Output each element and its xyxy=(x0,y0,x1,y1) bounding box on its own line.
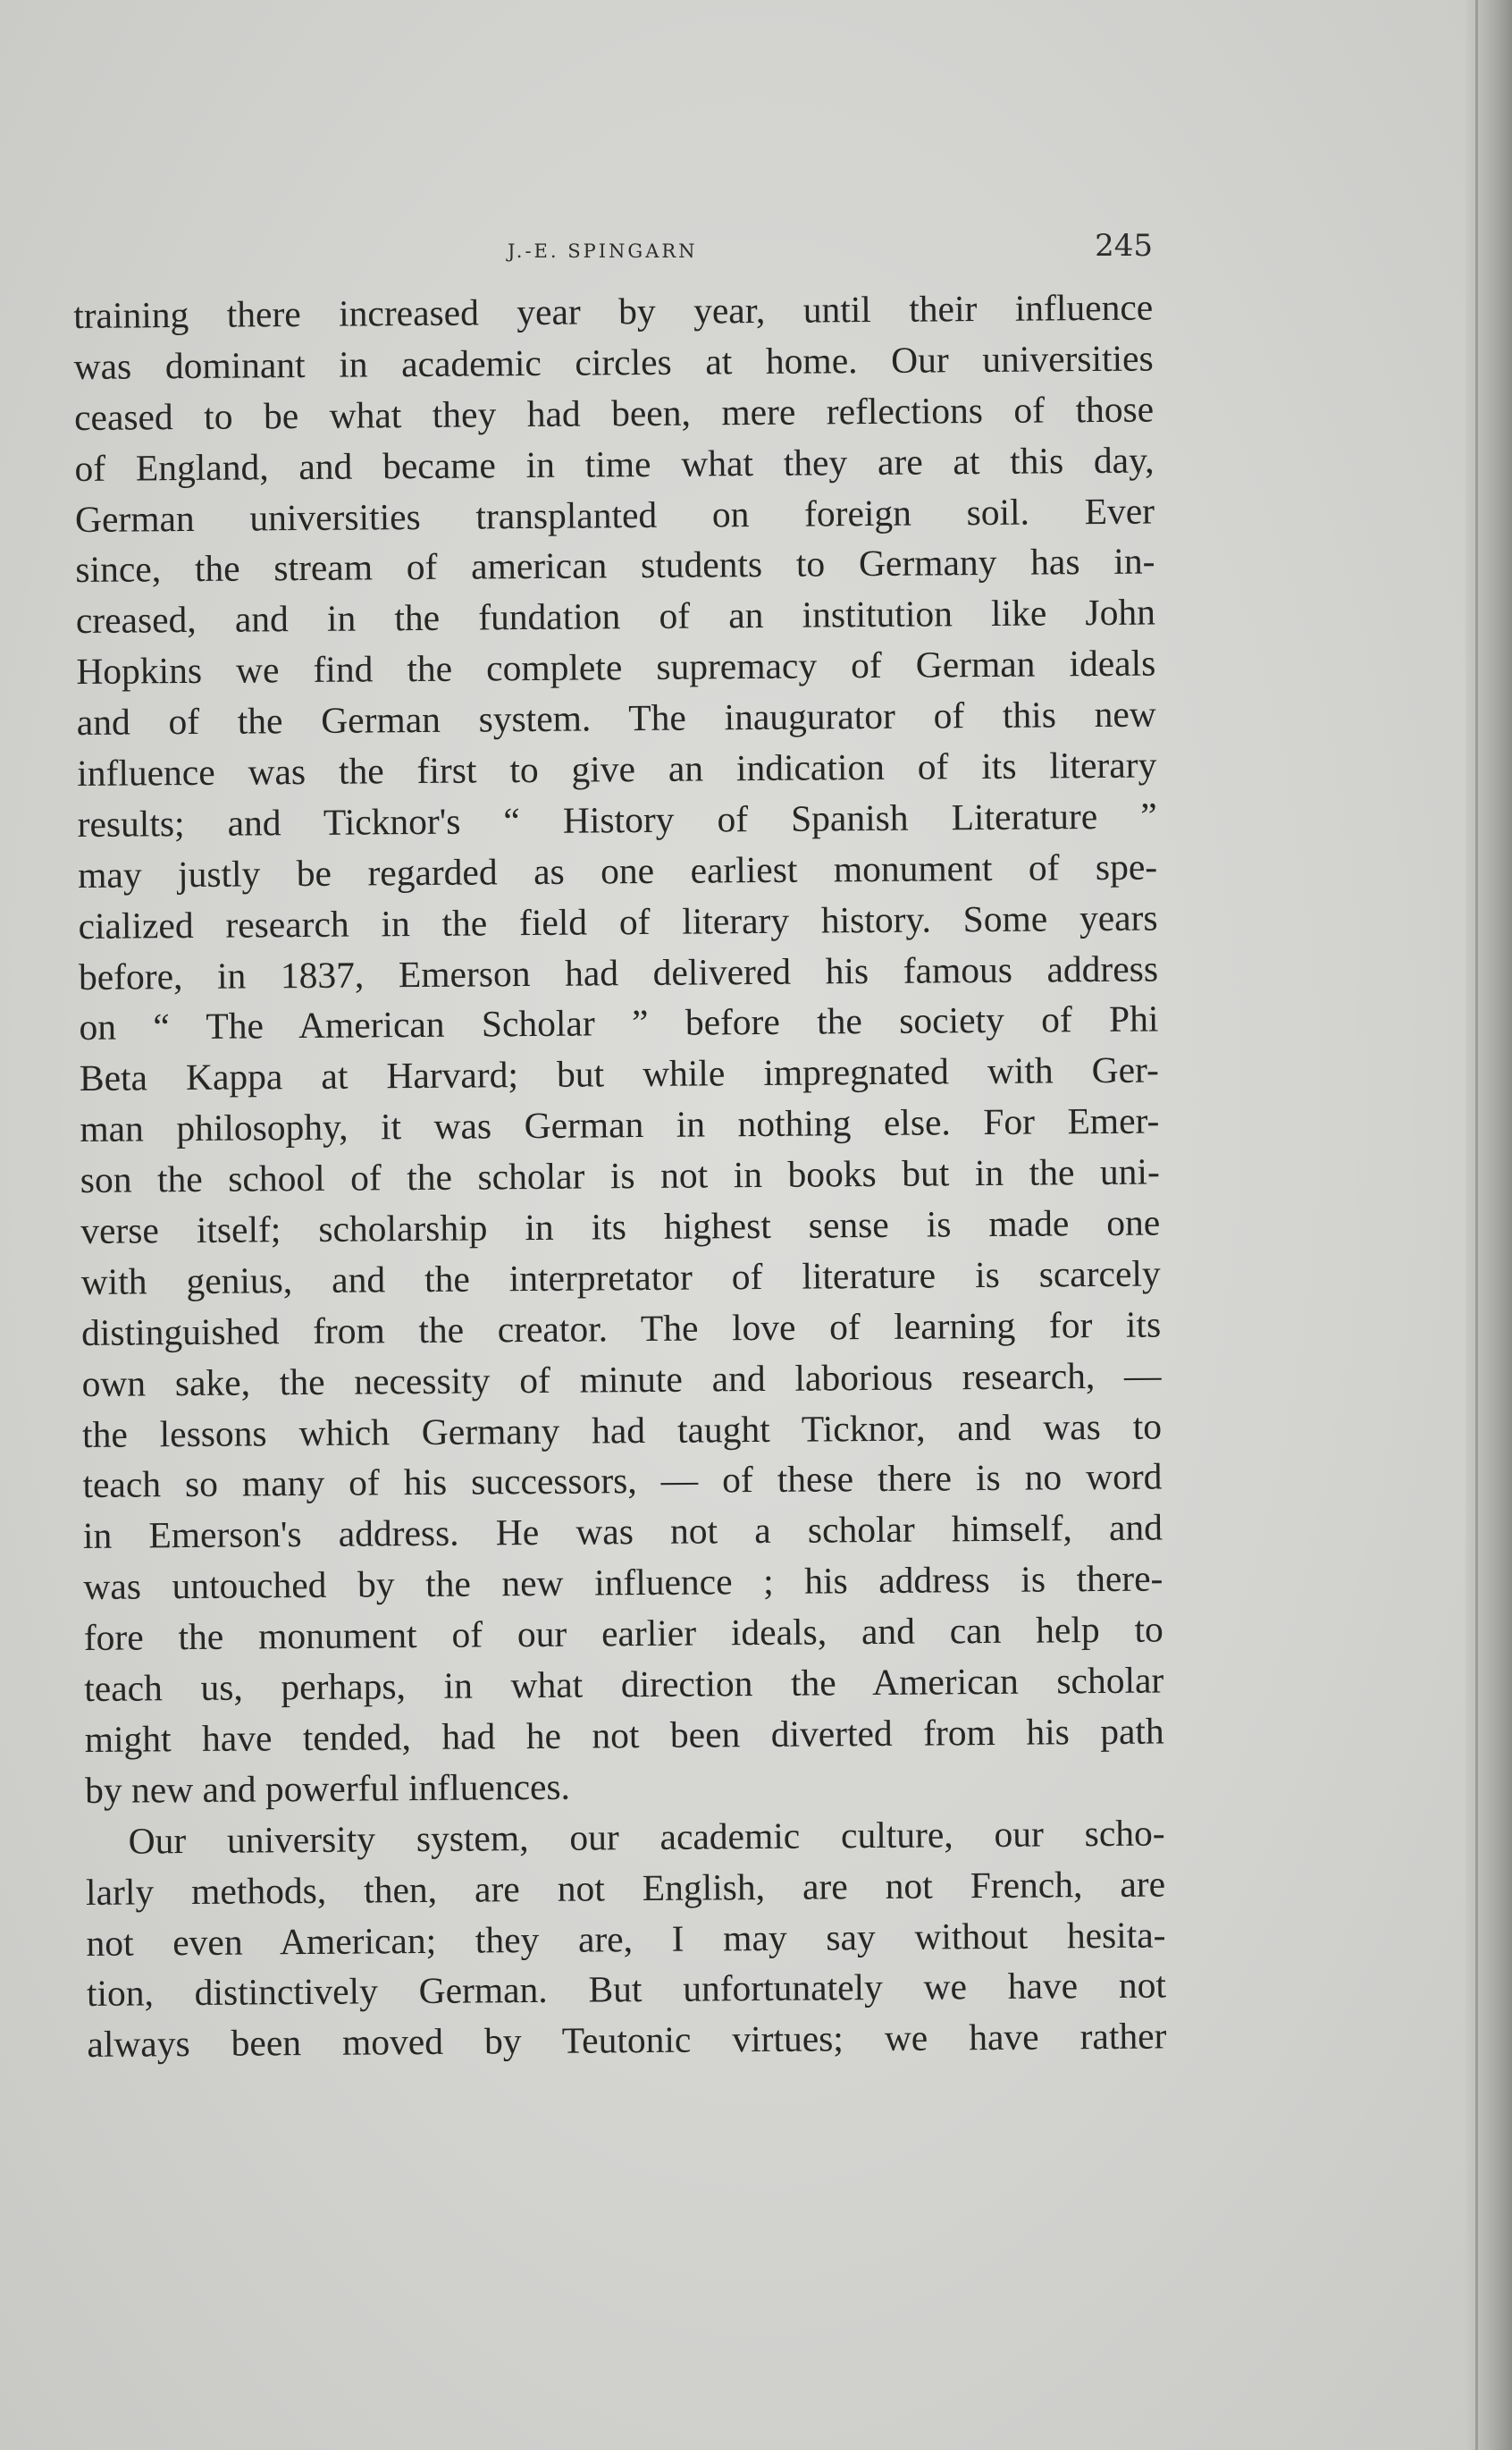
text-line: by new and powerful influences. xyxy=(84,1765,571,1811)
text-line: the lessons which Germany had taught Ticknor, and was to xyxy=(81,1405,1163,1455)
text-line: man philosophy, it was German in nothing else. For Emer- xyxy=(80,1099,1160,1150)
page-edge-shadow xyxy=(1466,0,1512,2450)
running-title: J.-E. SPINGARN xyxy=(508,240,698,262)
text-line: fore the monument of our earlier ideals, and can help to xyxy=(83,1608,1163,1659)
text-line: may justly be regarded as one earliest monument of spe- xyxy=(77,846,1158,896)
text-line: distinguished from the creator. The love of learning for its xyxy=(80,1303,1162,1353)
text-line: cialized research in the field of literary history. Some years xyxy=(78,897,1158,947)
text-line: before, in 1837, Emerson had delivered his famous address xyxy=(78,947,1159,998)
text-line: creased, and in the fundation of an institution like John xyxy=(75,591,1156,642)
body-text xyxy=(73,282,1167,2071)
text-line: was dominant in academic circles at home. Our universities xyxy=(73,337,1154,387)
text-line: ceased to be what they had been, mere reflections of those xyxy=(73,388,1155,438)
text-line: verse itself; scholarship in its highest sense is made one xyxy=(80,1201,1161,1251)
text-line: tion, distinctively German. But unfortunately we have not xyxy=(86,1964,1167,2015)
text-line: Our university system, our academic culture, our scho- xyxy=(128,1812,1165,1862)
text-line: German universities transplanted on foreign soil. Ever xyxy=(74,490,1155,540)
text-line: was untouched by the new influence ; his address is there- xyxy=(83,1557,1163,1608)
page-number: 245 xyxy=(1095,228,1153,264)
text-line: results; and Ticknor's “ History of Spanish Literature ” xyxy=(77,795,1157,845)
text-line: and of the German system. The inaugurator of this new xyxy=(76,693,1156,744)
text-line: teach so many of his successors, — of these there is no word xyxy=(82,1455,1163,1506)
text-line: since, the stream of american students to Germany has in- xyxy=(75,540,1155,591)
text-line: in Emerson's address. He was not a scholar himself, and xyxy=(82,1506,1163,1557)
paragraph-1 xyxy=(73,282,1164,1816)
text-line: Beta Kappa at Harvard; but while impregnated with Ger- xyxy=(79,1048,1160,1099)
text-line: teach us, perhaps, in what direction the American scholar xyxy=(84,1659,1164,1709)
text-line: son the school of the scholar is not in books but in the uni- xyxy=(80,1150,1160,1201)
text-line: Hopkins we find the complete supremacy of German ideals xyxy=(76,642,1156,693)
text-line: own sake, the necessity of minute and laborious research, — xyxy=(81,1354,1162,1404)
text-line: always been moved by Teutonic virtues; we have rather xyxy=(87,2015,1167,2066)
text-line: training there increased year by year, until their influence xyxy=(73,286,1154,336)
text-line: of England, and became in time what they are at this day, xyxy=(74,439,1155,489)
paragraph-2 xyxy=(85,1807,1166,2070)
text-line: might have tended, had he not been diverted from his path xyxy=(84,1710,1164,1760)
page-edge-line xyxy=(1475,0,1478,2450)
text-line: larly methods, then, are not English, are not French, are xyxy=(85,1863,1166,1913)
text-line: not even American; they are, I may say without hesita- xyxy=(86,1913,1166,1964)
text-line: with genius, and the interpretator of literature is scarcely xyxy=(80,1252,1161,1302)
running-head xyxy=(71,228,1153,273)
text-line: on “ The American Scholar ” before the society of Phi xyxy=(79,998,1159,1048)
text-line: influence was the first to give an indication of its literary xyxy=(77,744,1157,794)
